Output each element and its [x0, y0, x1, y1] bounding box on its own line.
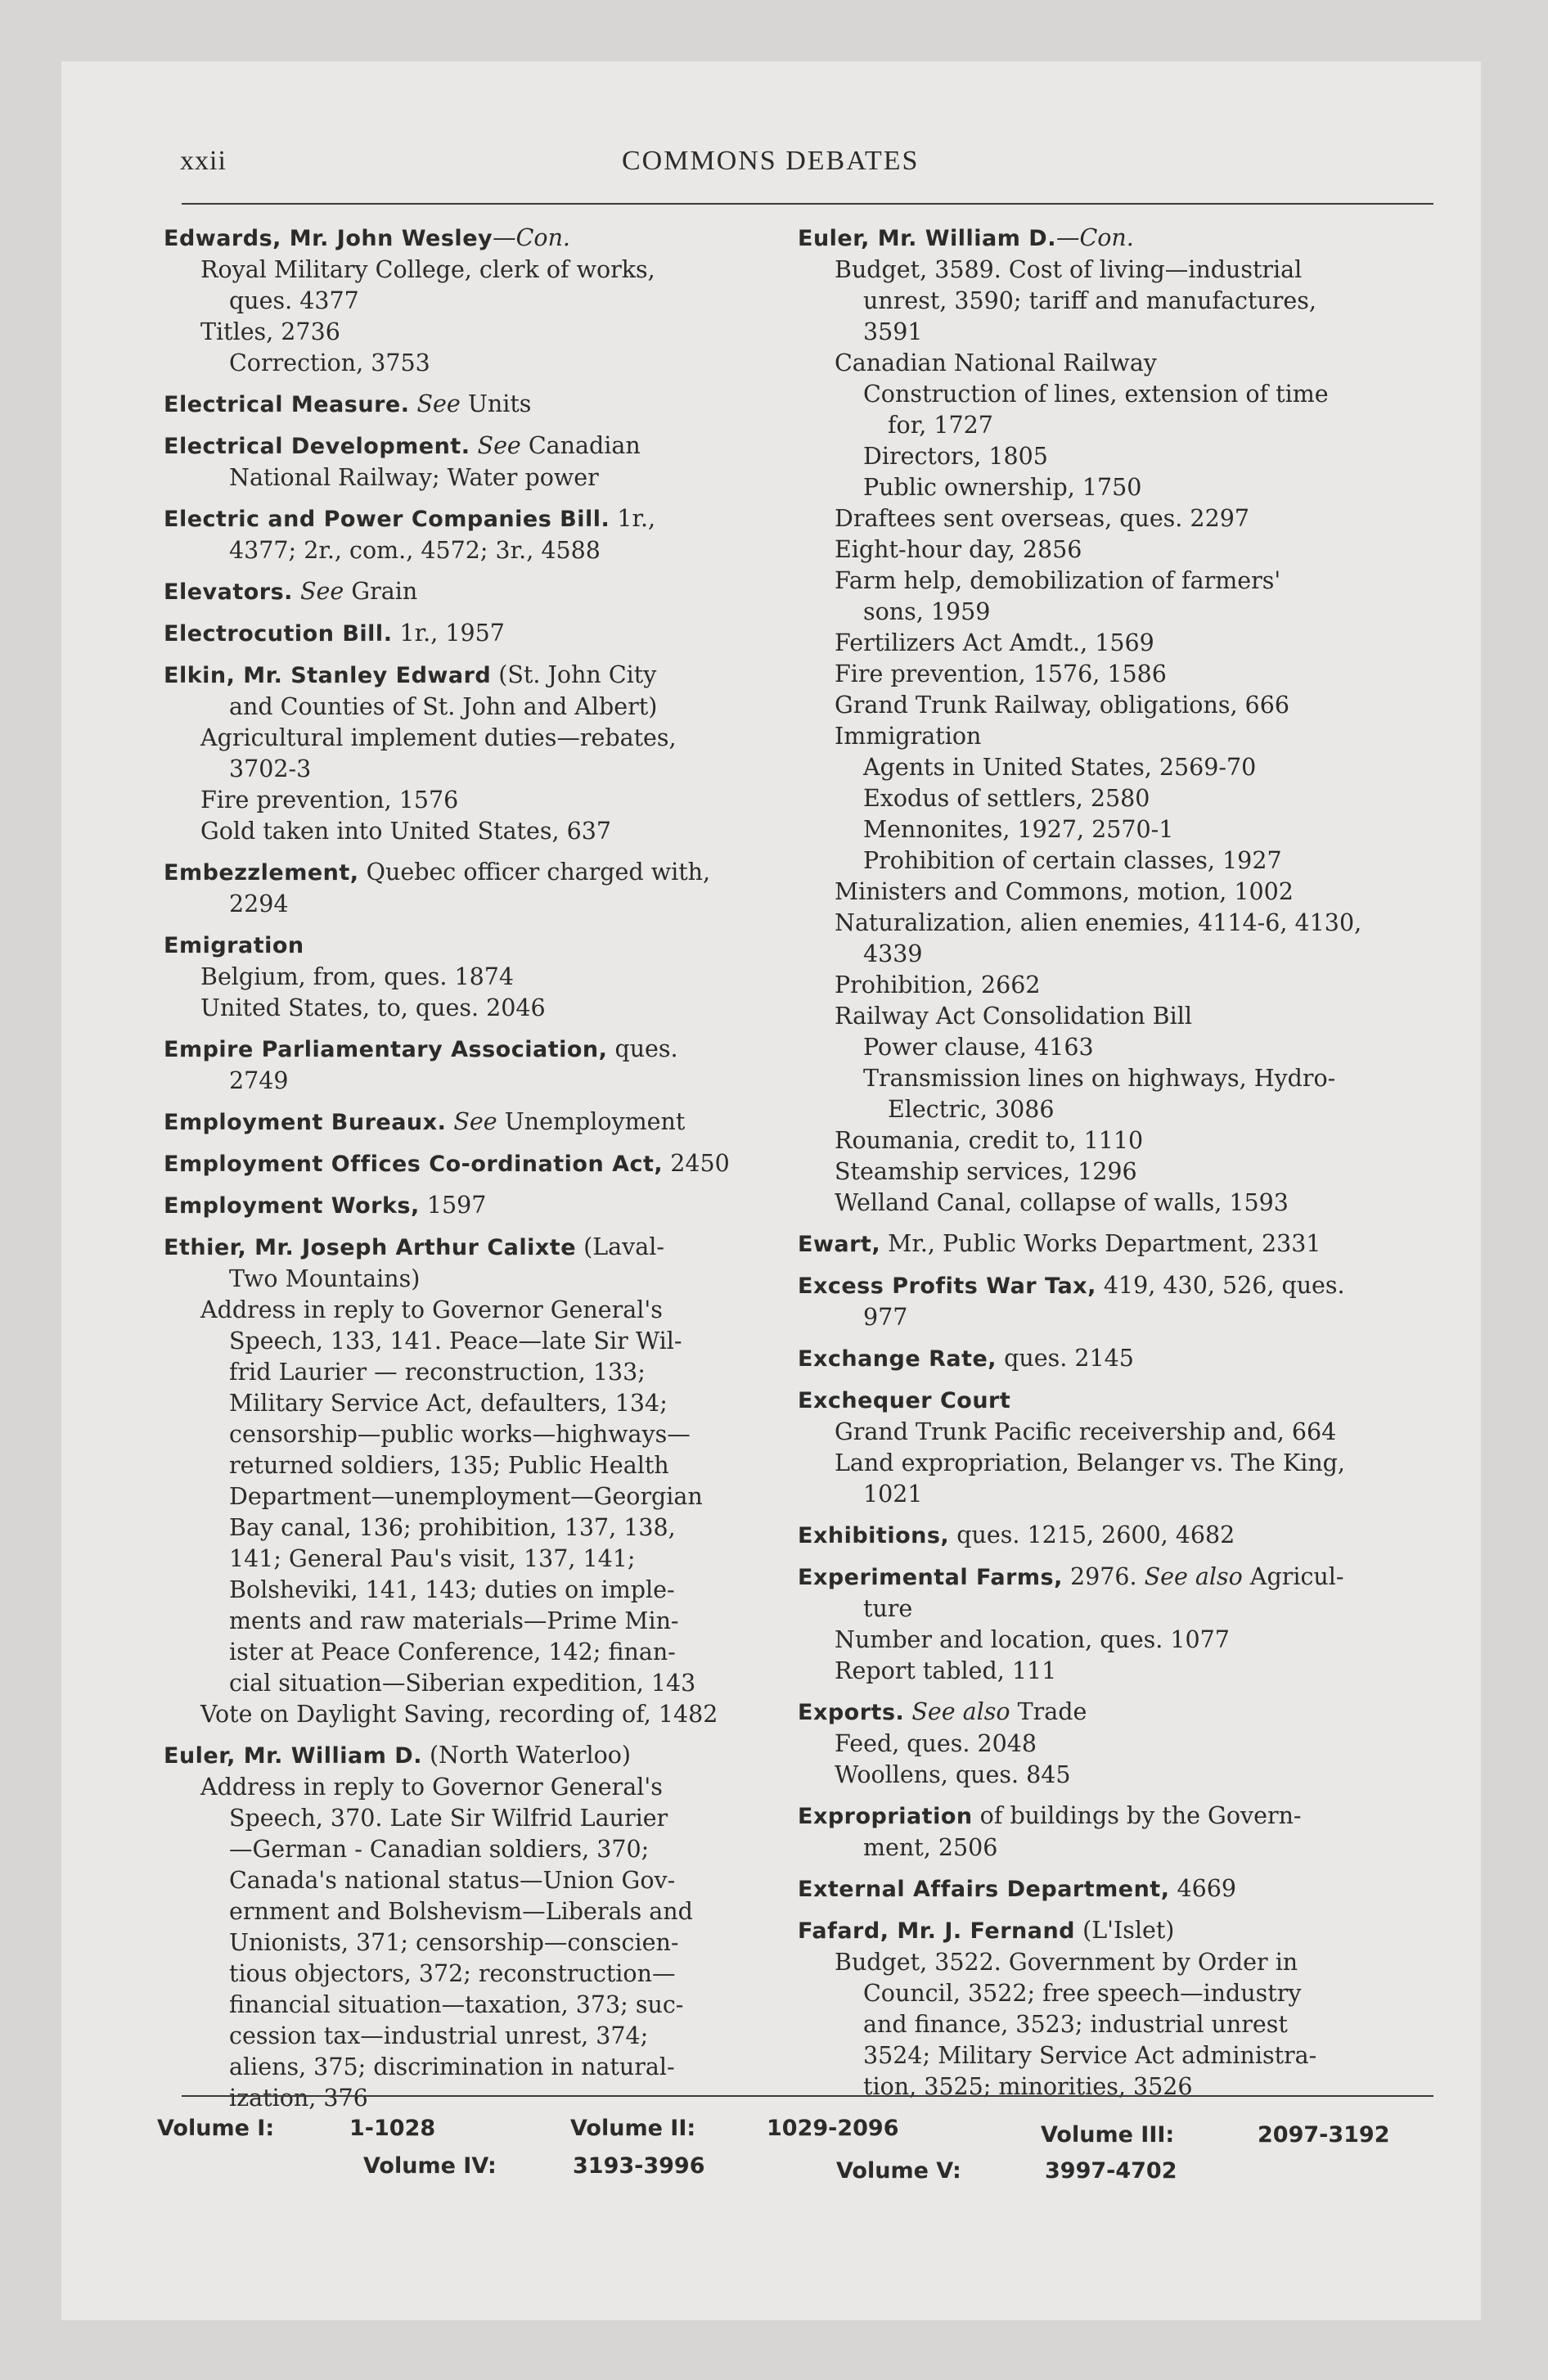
entry-constituency: (St. John City	[498, 661, 657, 688]
entry-line: returned soldiers, 135; Public Health	[229, 1452, 669, 1479]
reference-target: Trade	[1017, 1698, 1087, 1725]
entry-line: Department—unemployment—Georgian	[229, 1483, 703, 1510]
entry-line: Land expropriation, Belanger vs. The King,	[835, 1449, 1345, 1476]
entry-line: Directors, 1805	[863, 443, 1048, 470]
entry-heading: Exports.	[798, 1700, 905, 1725]
entry-line: and finance, 3523; industrial unrest	[863, 2011, 1288, 2038]
volume-1-label: Volume I:	[157, 2116, 275, 2141]
entry-constituency: (L'Islet)	[1082, 1917, 1175, 1944]
entry-line: Immigration	[835, 723, 982, 750]
volume-3-range: 2097-3192	[1258, 2122, 1390, 2148]
entry-line: unrest, 3590; tariff and manufactures,	[863, 287, 1316, 314]
continued-marker: —Con.	[1055, 224, 1134, 251]
entry-line: Draftees sent overseas, ques. 2297	[835, 505, 1249, 532]
entry-line: Bolsheviki, 141, 143; duties on imple-	[229, 1576, 675, 1603]
entry-line: Fertilizers Act Amdt., 1569	[835, 629, 1154, 656]
entry-line: aliens, 375; discrimination in natural-	[229, 2053, 675, 2080]
entry-line: Roumania, credit to, 1110	[835, 1127, 1144, 1154]
volume-key-footer	[157, 2107, 1433, 2206]
entry-line: and Counties of St. John and Albert)	[229, 693, 658, 720]
entry-line: ture	[863, 1595, 913, 1622]
entry-line: frid Laurier — reconstruction, 133;	[229, 1359, 646, 1386]
index-entry-elkin	[164, 660, 769, 847]
entry-text: Mr., Public Works Department, 2331	[888, 1230, 1321, 1257]
index-entry-electric-power	[164, 503, 769, 566]
index-entry-ewart	[798, 1228, 1436, 1260]
entry-line: Ministers and Commons, motion, 1002	[835, 878, 1294, 905]
entry-line: —German - Canadian soldiers, 370;	[229, 1836, 650, 1863]
page-number: xxii	[180, 146, 227, 176]
reference-target: Grain	[351, 578, 418, 605]
entry-line: National Railway; Water power	[229, 464, 599, 491]
volume-5-label: Volume V:	[836, 2158, 961, 2184]
entry-line: Prohibition of certain classes, 1927	[863, 847, 1282, 874]
entry-line: Mennonites, 1927, 2570-1	[863, 816, 1174, 843]
entry-line: 2749	[229, 1067, 289, 1094]
index-entry-electrical-measure	[164, 389, 769, 421]
entry-line: 4377; 2r., com., 4572; 3r., 4588	[229, 537, 601, 564]
entry-heading: Euler, Mr. William D.	[164, 1743, 422, 1769]
entry-line: Power clause, 4163	[863, 1034, 1094, 1061]
volume-3-label: Volume III:	[1041, 2122, 1175, 2148]
entry-line: Prohibition, 2662	[835, 971, 1041, 998]
entry-heading: Ethier, Mr. Joseph Arthur Calixte	[164, 1235, 577, 1260]
entry-line: Agricultural implement duties—rebates,	[200, 724, 677, 751]
entry-line: Canada's national status—Union Gov-	[229, 1867, 676, 1894]
header-rule	[182, 203, 1433, 205]
entry-pages: 419, 430, 526, ques.	[1103, 1272, 1345, 1299]
volume-5-range: 3997-4702	[1045, 2158, 1177, 2184]
index-entry-embezzlement	[164, 857, 769, 920]
entry-line: Address in reply to Governor General's	[200, 1774, 663, 1801]
reference-target: Units	[467, 390, 532, 417]
entry-line: 141; General Pau's visit, 137, 141;	[229, 1545, 636, 1572]
index-entry-expropriation	[798, 1801, 1436, 1864]
entry-heading: Electrical Development.	[164, 434, 470, 459]
entry-heading: Experimental Farms,	[798, 1565, 1063, 1590]
volume-2-range: 1029-2096	[767, 2116, 899, 2141]
entry-pages: ques. 2145	[1004, 1345, 1134, 1372]
entry-line: Vote on Daylight Saving, recording of, 1482	[200, 1701, 718, 1728]
entry-pages: 1597	[426, 1192, 487, 1219]
entry-pages: 1r.,	[617, 505, 656, 532]
entry-heading: Edwards, Mr. John Wesley	[164, 226, 493, 251]
entry-heading: Elevators.	[164, 579, 293, 605]
entry-line: 1021	[863, 1481, 923, 1508]
index-entry-experimental-farms	[798, 1562, 1436, 1687]
entry-constituency: (Laval-	[583, 1233, 664, 1260]
entry-line: tion, 3525; minorities, 3526	[863, 2073, 1193, 2100]
index-entry-exchequer	[798, 1385, 1436, 1510]
entry-pages: 4669	[1177, 1875, 1237, 1902]
reference-target: Unemployment	[504, 1108, 686, 1135]
entry-heading: Excess Profits War Tax,	[798, 1273, 1096, 1299]
entry-line: Canadian National Railway	[835, 349, 1157, 376]
entry-heading: Electrical Measure.	[164, 392, 410, 417]
entry-line: Report tabled, 111	[835, 1657, 1057, 1684]
index-entry-emigration	[164, 930, 769, 1024]
entry-heading: Elkin, Mr. Stanley Edward	[164, 663, 492, 688]
index-entry-ethier	[164, 1232, 769, 1730]
entry-line: Budget, 3589. Cost of living—industrial	[835, 256, 1303, 283]
entry-line: tious objectors, 372; reconstruction—	[229, 1960, 676, 1987]
entry-line: cession tax—industrial unrest, 374;	[229, 2022, 649, 2049]
entry-line: Woollens, ques. 845	[835, 1761, 1071, 1788]
left-column	[164, 223, 769, 2124]
entry-line: Council, 3522; free speech—industry	[863, 1980, 1302, 2007]
running-title: COMMONS DEBATES	[622, 146, 920, 176]
entry-pages: 2450	[670, 1150, 730, 1177]
entry-heading: Electric and Power Companies Bill.	[164, 507, 610, 532]
index-entry-euler-continued	[798, 223, 1436, 1219]
entry-line: Belgium, from, ques. 1874	[200, 963, 514, 990]
entry-heading: External Affairs Department,	[798, 1877, 1170, 1902]
entry-line: 2294	[229, 890, 289, 917]
entry-heading: Fafard, Mr. J. Fernand	[798, 1918, 1076, 1944]
entry-line: for, 1727	[888, 412, 993, 439]
entry-line: Transmission lines on highways, Hydro-	[863, 1065, 1336, 1092]
entry-line: Eight-hour day, 2856	[835, 536, 1082, 563]
entry-heading: Expropriation	[798, 1804, 973, 1829]
entry-line: Correction, 3753	[229, 349, 430, 376]
entry-line: Welland Canal, collapse of walls, 1593	[835, 1189, 1289, 1216]
index-entry-excess-profits	[798, 1270, 1436, 1333]
entry-text: Quebec officer charged with,	[366, 859, 711, 886]
entry-line: Royal Military College, clerk of works,	[200, 256, 655, 283]
entry-line: 3702-3	[229, 755, 312, 782]
entry-line: 3524; Military Service Act administra-	[863, 2042, 1317, 2069]
entry-line: Fire prevention, 1576, 1586	[835, 660, 1167, 687]
entry-line: Bay canal, 136; prohibition, 137, 138,	[229, 1514, 676, 1541]
entry-line: cial situation—Siberian expedition, 143	[229, 1670, 696, 1697]
entry-heading: Euler, Mr. William D.	[798, 226, 1056, 251]
entry-text: ques.	[614, 1035, 678, 1062]
index-entry-exports	[798, 1697, 1436, 1791]
entry-pages: ques. 1215, 2600, 4682	[956, 1521, 1235, 1548]
entry-line: Speech, 133, 141. Peace—late Sir Wil-	[229, 1327, 682, 1355]
entry-heading: Employment Bureaux.	[164, 1110, 447, 1135]
entry-line: sons, 1959	[863, 598, 991, 625]
footer-rule	[182, 2095, 1433, 2097]
entry-line: financial situation—taxation, 373; suc-	[229, 1991, 684, 2018]
entry-line: Construction of lines, extension of time	[863, 381, 1329, 408]
reference-target: Canadian	[528, 432, 641, 459]
volume-2-label: Volume II:	[570, 2116, 696, 2141]
entry-line: Naturalization, alien enemies, 4114-6, 4130,	[835, 909, 1362, 936]
index-entry-electrocution	[164, 618, 769, 650]
see-reference: See	[477, 432, 521, 459]
entry-line: Military Service Act, defaulters, 134;	[229, 1390, 668, 1417]
index-entry-exchange-rate	[798, 1343, 1436, 1375]
entry-line: Railway Act Consolidation Bill	[835, 1003, 1192, 1030]
entry-heading: Electrocution Bill.	[164, 621, 393, 647]
entry-line: Unionists, 371; censorship—conscien-	[229, 1929, 679, 1956]
entry-line: Gold taken into United States, 637	[200, 818, 612, 845]
see-reference: See	[453, 1108, 497, 1135]
entry-line: ernment and Bolshevism—Liberals and	[229, 1898, 693, 1925]
entry-pages: 2976.	[1069, 1563, 1137, 1590]
right-column	[798, 223, 1436, 2112]
entry-line: Exodus of settlers, 2580	[863, 785, 1150, 812]
entry-line: United States, to, ques. 2046	[200, 994, 546, 1021]
entry-line: ques. 4377	[229, 287, 359, 314]
entry-text: of buildings by the Govern-	[979, 1802, 1302, 1829]
index-entry-electrical-development	[164, 430, 769, 494]
entry-heading: Embezzlement,	[164, 860, 359, 886]
entry-heading: Exchange Rate,	[798, 1346, 997, 1372]
entry-line: ization, 376	[229, 2085, 368, 2112]
entry-line: ister at Peace Conference, 142; finan-	[229, 1639, 676, 1666]
entry-line: Grand Trunk Railway, obligations, 666	[835, 692, 1289, 719]
entry-heading: Employment Works,	[164, 1193, 420, 1219]
entry-line: Number and location, ques. 1077	[835, 1626, 1230, 1653]
continued-marker: —Con.	[493, 224, 570, 251]
index-entry-fafard	[798, 1915, 1436, 2103]
entry-pages: 1r., 1957	[399, 620, 505, 647]
volume-4-label: Volume IV:	[363, 2153, 497, 2179]
reference-target: Agricul-	[1249, 1563, 1344, 1590]
entry-line: 977	[863, 1304, 908, 1331]
entry-heading: Exchequer Court	[798, 1388, 1011, 1413]
entry-line: Farm help, demobilization of farmers'	[835, 567, 1281, 594]
entry-line: 4339	[863, 940, 923, 967]
entry-line: Feed, ques. 2048	[835, 1730, 1037, 1757]
index-entry-employment-bureaux	[164, 1107, 769, 1138]
entry-line: Budget, 3522. Government by Order in	[835, 1949, 1298, 1976]
index-entry-external-affairs	[798, 1873, 1436, 1905]
index-entry-edwards	[164, 223, 769, 379]
entry-line: censorship—public works—highways—	[229, 1421, 691, 1448]
see-reference: See	[300, 578, 344, 605]
entry-line: Speech, 370. Late Sir Wilfrid Laurier	[229, 1805, 668, 1832]
index-entry-employment-works	[164, 1190, 769, 1222]
see-reference: See also	[1144, 1563, 1243, 1590]
entry-heading: Ewart,	[798, 1232, 881, 1257]
entry-heading: Empire Parliamentary Association,	[164, 1037, 608, 1062]
see-reference: See	[416, 390, 461, 417]
entry-heading: Emigration	[164, 933, 304, 958]
entry-line: Two Mountains)	[229, 1265, 421, 1292]
see-reference: See also	[911, 1698, 1010, 1725]
entry-line: Agents in United States, 2569-70	[863, 754, 1257, 781]
entry-line: ment, 2506	[863, 1834, 998, 1861]
entry-heading: Employment Offices Co-ordination Act,	[164, 1152, 664, 1177]
index-entry-euler	[164, 1740, 769, 2114]
index-entry-empire	[164, 1034, 769, 1097]
entry-constituency: (North Waterloo)	[430, 1742, 632, 1769]
entry-line: Fire prevention, 1576	[200, 787, 459, 814]
index-entry-employment-offices	[164, 1148, 769, 1180]
index-entry-elevators	[164, 576, 769, 608]
entry-line: Titles, 2736	[200, 318, 340, 345]
volume-4-range: 3193-3996	[573, 2153, 705, 2179]
entry-line: Public ownership, 1750	[863, 474, 1142, 501]
entry-line: Grand Trunk Pacific receivership and, 664	[835, 1418, 1337, 1445]
entry-line: Address in reply to Governor General's	[200, 1296, 663, 1323]
page-header	[180, 137, 1436, 195]
volume-1-range: 1-1028	[349, 2116, 436, 2141]
entry-heading: Exhibitions,	[798, 1523, 950, 1548]
entry-line: Electric, 3086	[888, 1096, 1055, 1123]
entry-line: ments and raw materials—Prime Min-	[229, 1607, 679, 1634]
entry-line: 3591	[863, 318, 923, 345]
index-entry-exhibitions	[798, 1520, 1436, 1552]
entry-line: Steamship services, 1296	[835, 1158, 1137, 1185]
